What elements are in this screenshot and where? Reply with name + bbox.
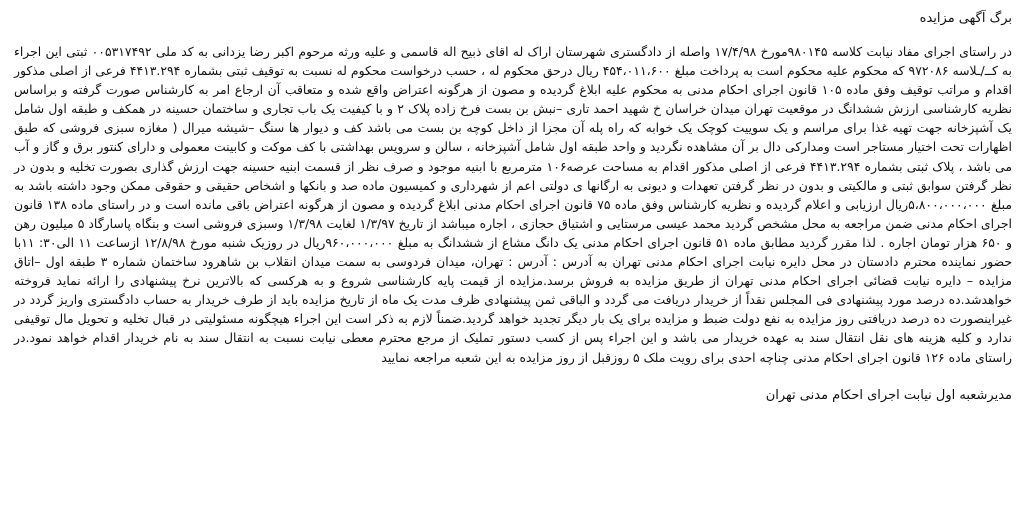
document-signature: مدیرشعبه اول نیابت اجرای احکام مدنی تهران [765, 387, 1012, 403]
document-body: در راستای اجرای مفاد نیابت کلاسه ۹۸۰۱۴۵مورخ ۱۷/۴/۹۸ واصله از دادگستری شهرستان اراک له اقای ذبیح اله قاسمی و علیه ورثه مرحوم اکبر رضا یزدانی به کد ملی ۰۰۵۳۱۷۴۹۲ ثبتی این اجراء به کــ/ـلاسه ۹۷۲۰۸۶ که محکوم علیه محکوم است به پرداخت مبلغ ۴۵۴،۰۱۱،۶۰۰ ریال درحق محکوم له ، حسب درخواست محکوم له نسبت به توقیف ثبتی بشماره ۴۴۱۳.۲۹۴ فرعی از اصلی مذکور اقدام و مراتب توقیف وفق ماده ۱۰۵ قانون اجرای احکام مدنی به محکوم علیه ابلاغ گردیده و مصون از هرگونه اعتراض واقع شده و متعاقب آن ارجاع امر به کارشناس صورت گرفته و براساس نظریه کارشناسی ارزش ششدانگ در موقعیت تهران میدان خراسان خ شهید احمد تاری –نبش بن بست فرخ زاده پلاک ۲ و با کیفیت یک باب تجاری و ساختمان حسینه در همکف و طبقه اول شامل یک آشپزخانه جهت تهیه غذا برای مراسم و یک سوییت کوچک یک خوابه که راه پله آن مجزا از داخل کوچه بن بست می باشد کف و دیوار ها سنگ –شیشه میرال ( مغازه سبزی فروشی که طبق اظهارات تحت اختیار مستاجر است ومدارکی دال بر آن مشاهده نگردید و واحد طبقه اول شامل آشپزخانه ، سالن و سرویس بهداشتی با کف موکت و کابینت معمولی و دارای کنتور برق و گاز و آب می باشد ، پلاک ثبتی بشماره ۴۴۱۳.۲۹۴ فرعی از اصلی مذکور اقدام به مساحت عرصه۱۰۶ مترمربع با ابنیه موجود و صرف نظر از قسمت ابنیه حسینه جهت ارزش گذاری بصورت تخلیه و بدون در نظر گرفتن سوابق ثبتی و مالکیتی و بدون در نظر گرفتن تعهدات و دیونی به ارگانها ی دولتی اعم از شهرداری و کمیسیون ماده صد و بانکها و اشخاص حقیقی و حقوقی ممکن وجود داشته باشد به مبلغ ۵،۸۰۰،۰۰۰،۰۰۰ریال ارزیابی و اعلام گردیده و نظریه کارشناس وفق ماده ۷۵ قانون اجرای احکام مدنی ابلاغ گردیده و مصون از هرگونه اعتراض باقی مانده است و در راستای ماده ۱۳۸ قانون اجرای احکام مدنی ضمن مراجعه به محل مشخص گردید محمد عیسی مرستایی و اشتیاق حجازی ، اجاره میباشد از تاریخ ۱/۳/۹۷ لغایت ۱/۳/۹۸ وسبزی فروشی است و بنگاه پاسارگاد ۵ میلیون رهن و ۶۵۰ هزار تومان اجاره . لذا مقرر گردید مطابق ماده ۵۱ قانون اجرای احکام مدنی یک دانگ مشاع از ششدانگ به مبلغ ۹۶۰،۰۰۰،۰۰۰ریال در روزیک شنبه مورخ ۱۲/۸/۹۸ ازساعت ۱۱ الی۳۰: ۱۱با حضور نماینده محترم دادستان در محل دایره نیابت اجرای احکام مدنی تهران به آدرس : آدرس : تهران، میدان فردوسی به سمت میدان انقلاب بن شاهرود ساختمان شماره ۳ طبقه اول –اتاق مزایده – دایره نیابت قضائی اجرای احکام مدنی تهران از طریق مزایده به فروش برسد.مزایده از قیمت پایه کارشناسی شروع و به هرکسی که بالاترین نرخ پیشنهادی را ارائه نماید فروخته خواهدشد.ده درصد مورد پیشنهادی فی المجلس نقداً از خریدار دریافت می گردد و الباقی ثمن پیشنهادی ظرف مدت یک ماه از تاریخ مزایده باید از طرف خریدار به حساب دادگستری واریز گردد در غیراینصورت ده درصد دریافتی روز مزایده به نفع دولت ضبط و مزایده برای یک بار دیگر تجدید خواهد گردید.ضمناً لازم به ذکر است این اجراء هیچگونه مسئولیتی در قبال تخلیه و تحویل مال توقیفی ندارد و کلیه هزینه های نقل انتقال سند به عهده خریدار می باشد و این اجراء پس از کسب دستور تملیک از مرجع محترم معطی نیابت نسبت به انتقال سند به نام خریدار اقدام خواهد نمود.در راستای ماده ۱۲۶ قانون اجرای احکام مدنی چناچه احدی برای رویت ملک ۵ روزقبل از روز مزایده به این شعبه مراجعه نمایید [14, 44, 1013, 365]
document-title: برگ آگهی مزایده [919, 11, 1012, 26]
